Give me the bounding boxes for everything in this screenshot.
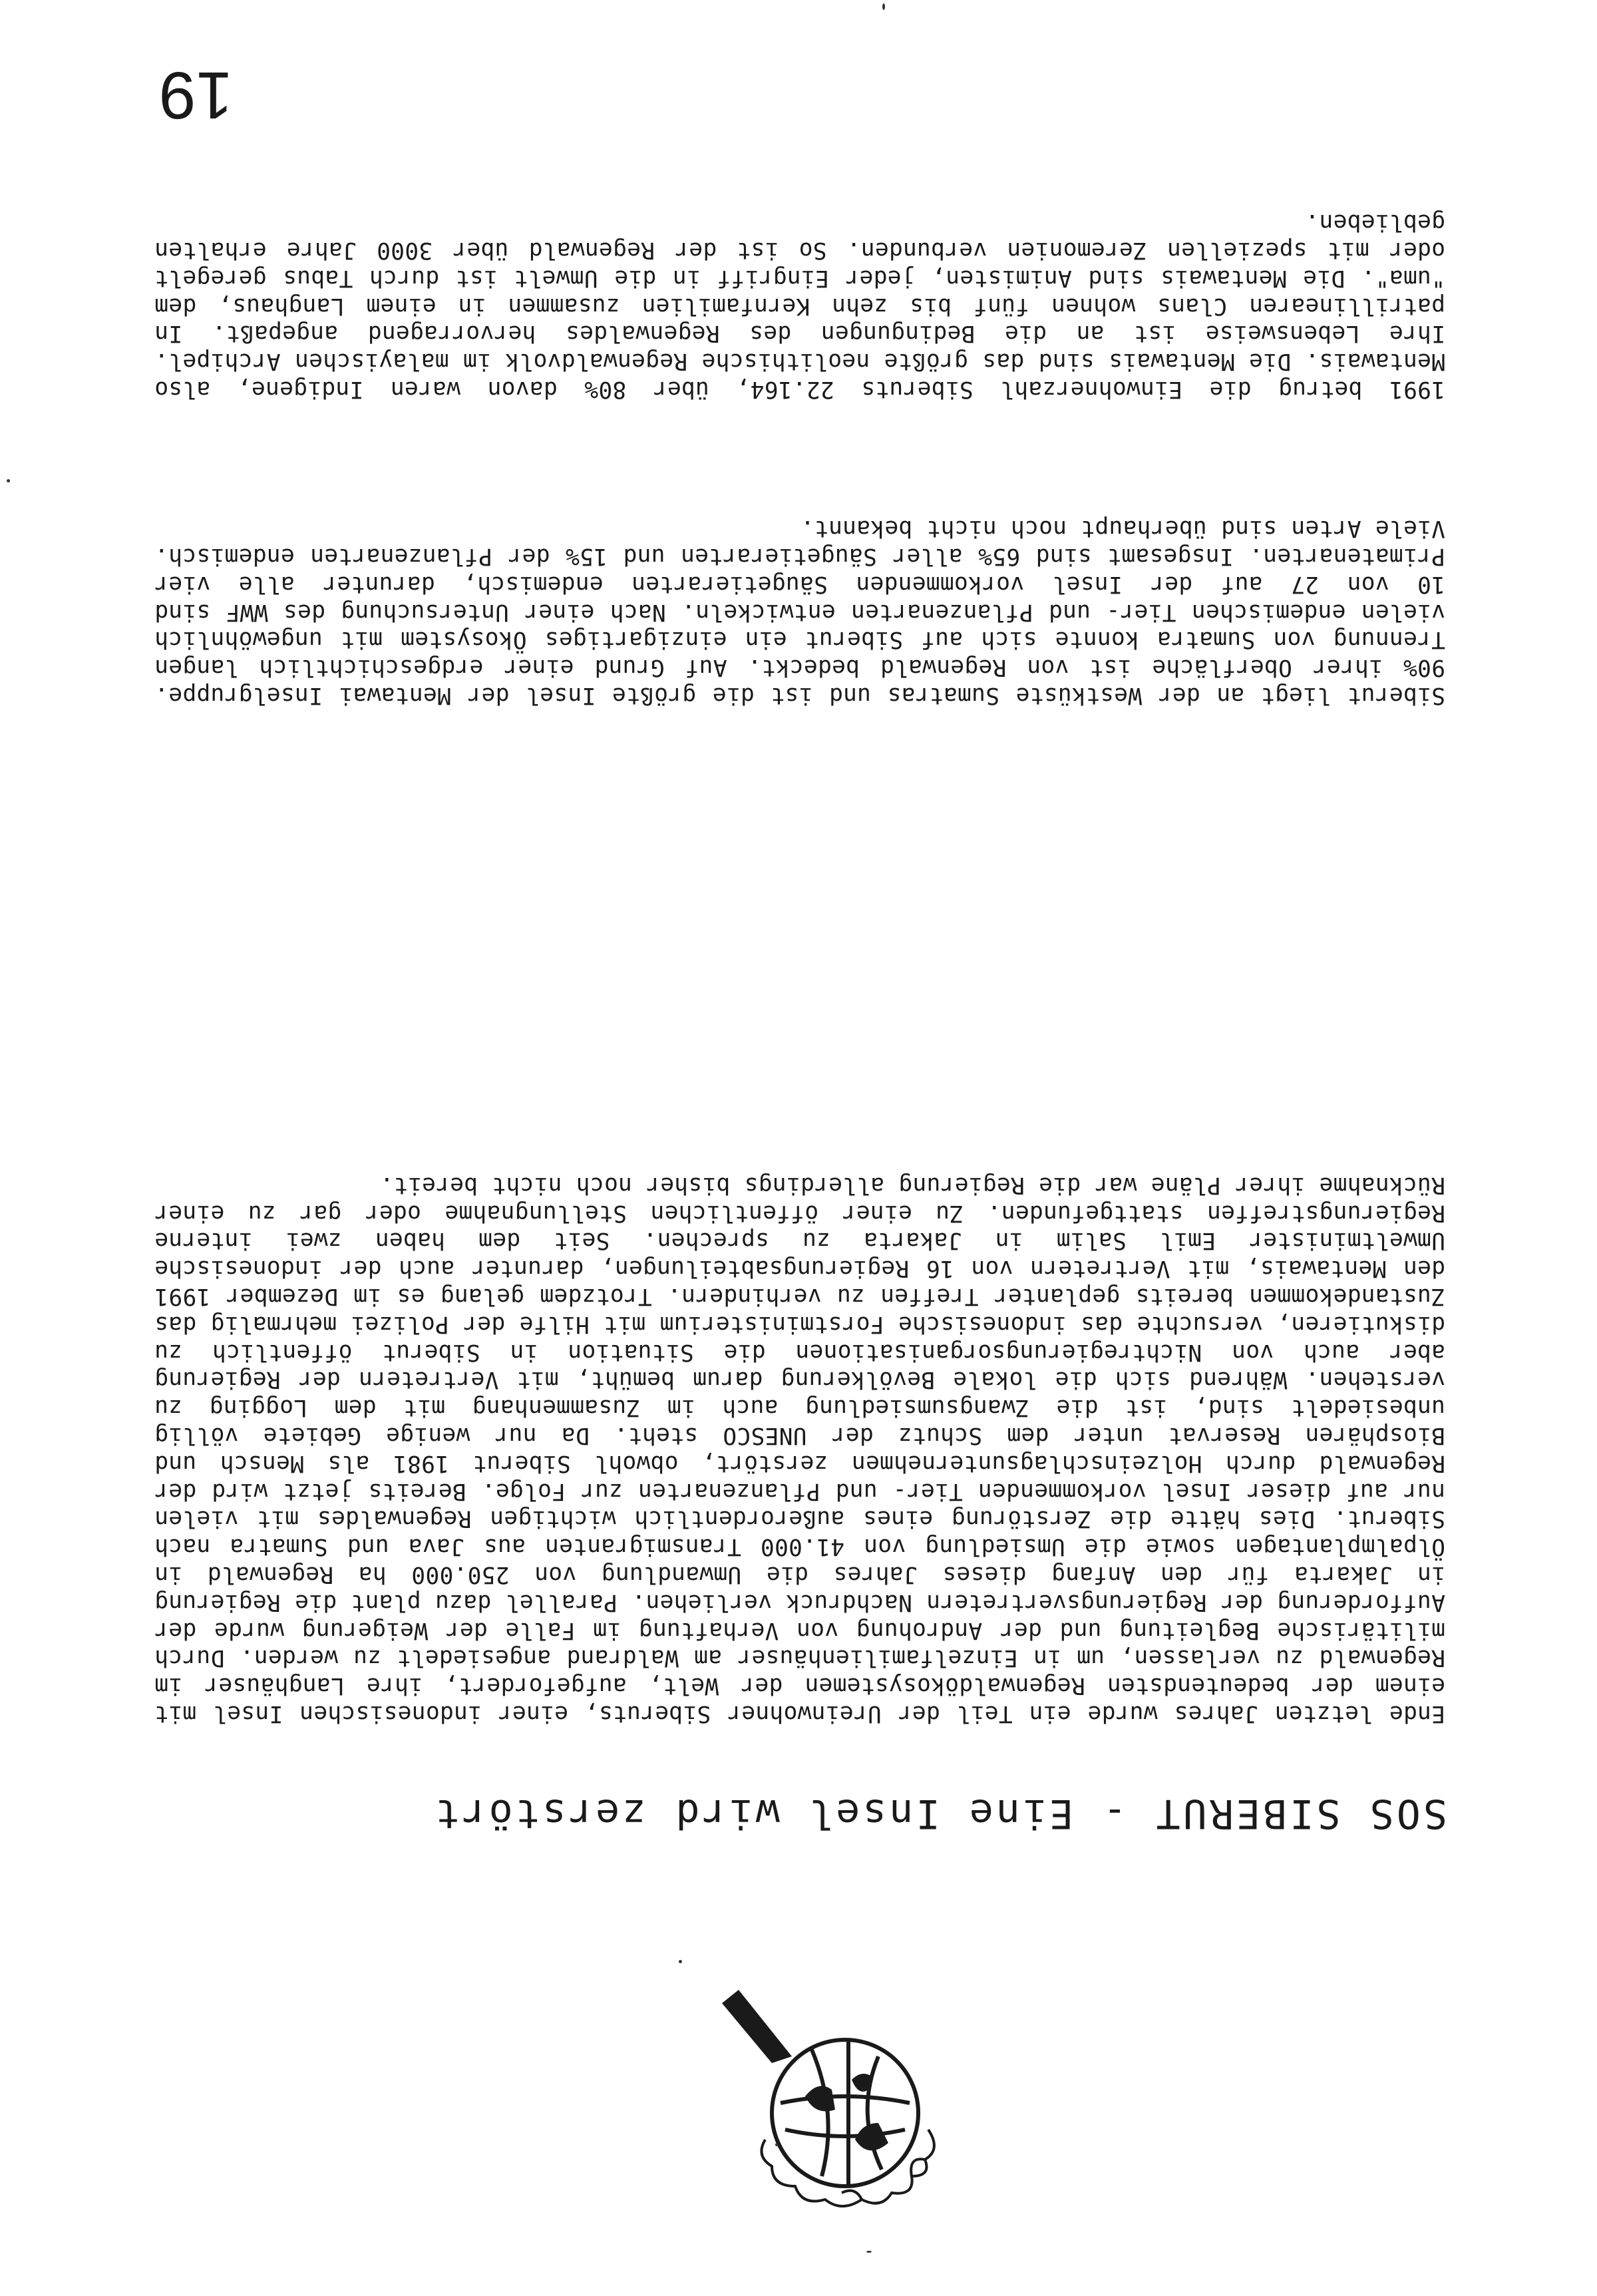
scan-speck (679, 1960, 682, 1963)
scan-speck (882, 3, 885, 10)
paragraph: 1991 betrug die Einwohnerzahl Siberuts 22.164, über 80% davon waren Indigene, also Mentawais. Die Mentawais sind das größte neolithische Regenwaldvolk im malayischen Archipel. Ihre Lebensweise ist an die Bedingungen des Regenwaldes hervorragend angepaßt. In patrillinearen Clans wohnen fünf bis zehn Kernfamilien zusammen in einem Langhaus, dem "uma". Die Mentawais sind Animisten, jeder Eingriff in die Umwelt ist durch Tabus geregelt oder mit speziellen Zeremonien verbunden. So ist der Regenwald über 3000 Jahre erhalten geblieben. (154, 209, 1445, 403)
magnifying-glass-globe-icon (709, 1970, 955, 2223)
page-number: 19 (158, 58, 233, 132)
paragraph: Ende letzten Jahres wurde ein Teil der Ureinwohner Siberuts, einer indonesischen Insel mit einem der bedeutendsten Regenwaldökosystemen der Welt, aufgefordert, ihre Langhäuser im Regenwald zu verlassen, um in Einzelfamilienhäuser am Waldrand angesiedelt zu werden. Durch militärische Begleitung und der Androhung von Verhaftung im Falle der Weigerung wurde der Aufforderung der Regierungsvertretern Nachdruck verliehen. Parallel dazu plant die Regierung in Jakarta für den Anfang dieses Jahres die Umwandlung von 250.000 ha Regenwald in Ölpalmplantagen sowie die Umsiedlung von 41.000 Transmigranten aus Java und Sumatra nach Siberut. Dies hätte die Zerstörung eines außerordentlich wichtigen Regenwaldes mit vielen nur auf dieser Insel vorkommenden Tier- und Pflanzenarten zur Folge. Bereits jetzt wird der Regenwald durch Holzeinschlagsunternehmen zerstört, obwohl Siberut 1981 als Mensch und Biosphären Reservat unter dem Schutz der UNESCO steht. Da nur wenige Gebiete völlig unbesiedelt sind, ist die Zwangsumsiedlung auch im Zusammenhang mit dem Logging zu verstehen. Während sich die lokale Bevölkerung darum bemüht, mit Vertretern der Regierung aber auch von Nichtregierungsorganisationen die Situation in Siberut öffentlich zu diskutieren, versuchte das indonesische Forstministerium mit Hilfe der Polizei mehrmalig das Zustandekommen bereits geplanter Treffen zu verhindern. Trotzdem gelang es im Dezember 1991 den Mentawais, mit Vertretern von 16 Regierungsabteilungen, darunter auch der indonesische Umweltminister Emil Salim in Jakarta zu sprechen. Seit dem haben zwei interne Regierungstreffen stattgefunden. Zu einer öffentlichen Stellungnahme oder gar zu einer Rücknahme ihrer Pläne war die Regierung allerdings bisher noch nicht bereit. (154, 1171, 1445, 1727)
scan-speck (775, 2143, 779, 2146)
page-title: SOS SIBERUT - Eine Insel wird zerstört (433, 1790, 1447, 1837)
paragraph: Siberut liegt an der Westküste Sumatras und ist die größte Insel der Mentawai Inselgruppe. 90% ihrer Oberfläche ist von Regenwald bedeckt. Auf Grund einer erdgeschichtlich langen Trennung von Sumatra konnte sich auf Siberut ein einzigartiges Ökosystem mit ungewöhnlich vielen endemischen Tier- und Pflanzenarten entwickeln. Nach einer Untersuchung des WWF sind 10 von 27 auf der Insel vorkommenden Säugetierarten endemisch, darunter alle vier Primatenarten. Insgesamt sind 65% aller Säugetierarten und 15% der Pflanzenarten endemisch. Viele Arten sind überhaupt noch nicht bekannt. (154, 515, 1445, 709)
logo (709, 1970, 955, 2223)
scan-speck (7, 479, 10, 482)
scan-speck (866, 2251, 872, 2253)
